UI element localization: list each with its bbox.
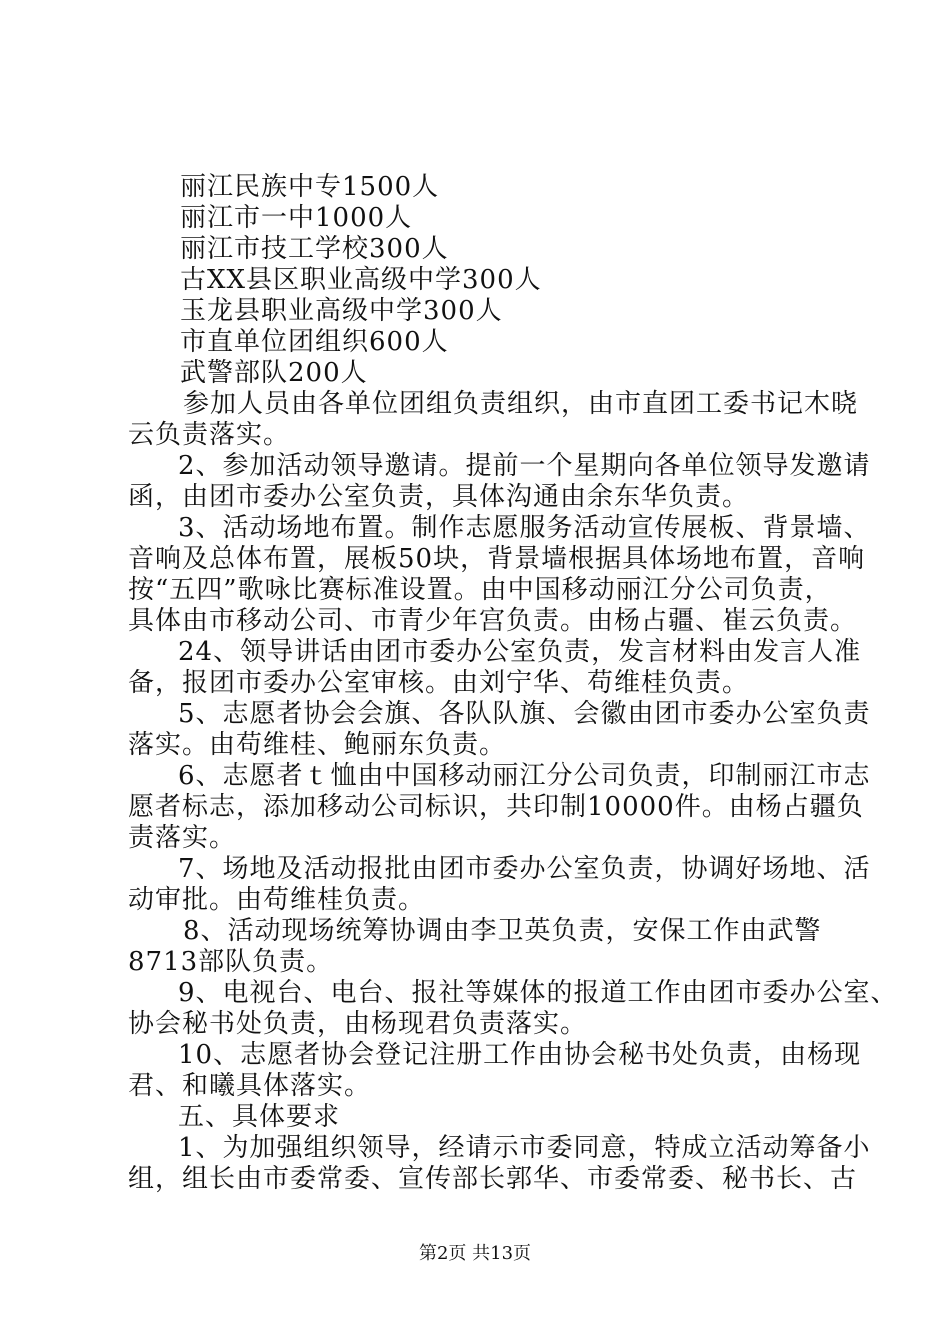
text-line: 落实。由苟维桂、鲍丽东负责。 xyxy=(128,730,507,760)
text-line: 音响及总体布置，展板50块，背景墙根据具体场地布置，音响 xyxy=(128,544,866,574)
text-line: 五、具体要求 xyxy=(178,1102,341,1132)
text-line: 具体由市移动公司、市青少年宫负责。由杨占疆、崔云负责。 xyxy=(128,606,858,636)
text-line: 组，组长由市委常委、宣传部长郭华、市委常委、秘书长、古 xyxy=(128,1164,858,1194)
text-line: 10、志愿者协会登记注册工作由协会秘书处负责，由杨现 xyxy=(178,1040,862,1070)
text-line: 1、为加强组织领导，经请示市委同意，特成立活动筹备小 xyxy=(178,1133,871,1163)
text-line: 6、志愿者ｔ恤由中国移动丽江分公司负责，印制丽江市志 xyxy=(178,761,871,791)
text-line: 云负责落实。 xyxy=(128,420,291,450)
text-line: 5、志愿者协会会旗、各队队旗、会徽由团市委办公室负责 xyxy=(178,699,871,729)
text-line: 武警部队200人 xyxy=(180,358,368,388)
text-line: 愿者标志，添加移动公司标识，共印制10000件。由杨占疆负 xyxy=(128,792,864,822)
text-line: 2、参加活动领导邀请。提前一个星期向各单位领导发邀请 xyxy=(178,451,871,481)
text-line: 市直单位团组织600人 xyxy=(180,327,449,357)
text-line: 按“五四”歌咏比赛标准设置。由中国移动丽江分公司负责， xyxy=(128,575,832,605)
text-line: 丽江市技工学校300人 xyxy=(180,234,449,264)
text-line: 8、活动现场统筹协调由李卫英负责，安保工作由武警 xyxy=(183,916,822,946)
text-line: 24、领导讲话由团市委办公室负责，发言材料由发言人准 xyxy=(178,637,862,667)
document-body xyxy=(128,172,898,1195)
text-line: 古XX县区职业高级中学300人 xyxy=(180,265,542,295)
text-line: 君、和曦具体落实。 xyxy=(128,1071,372,1101)
text-line: 函，由团市委办公室负责，具体沟通由余东华负责。 xyxy=(128,482,750,512)
text-line: 9、电视台、电台、报社等媒体的报道工作由团市委办公室、 xyxy=(178,978,898,1008)
text-line: 玉龙县职业高级中学300人 xyxy=(180,296,503,326)
text-line: 协会秘书处负责，由杨现君负责落实。 xyxy=(128,1009,588,1039)
text-line: 丽江民族中专1500人 xyxy=(180,172,440,202)
text-line: 动审批。由苟维桂负责。 xyxy=(128,885,426,915)
text-line: 7、场地及活动报批由团市委办公室负责，协调好场地、活 xyxy=(178,854,871,884)
text-line: 丽江市一中1000人 xyxy=(180,203,413,233)
page-footer: 第2页 共13页 xyxy=(418,1243,532,1264)
text-line: 3、活动场地布置。制作志愿服务活动宣传展板、背景墙、 xyxy=(178,513,871,543)
text-line: 备，报团市委办公室审核。由刘宁华、苟维桂负责。 xyxy=(128,668,750,698)
text-line: 8713部队负责。 xyxy=(128,947,334,977)
text-line: 参加人员由各单位团组负责组织，由市直团工委书记木晓 xyxy=(183,389,859,419)
text-line: 责落实。 xyxy=(128,823,237,853)
